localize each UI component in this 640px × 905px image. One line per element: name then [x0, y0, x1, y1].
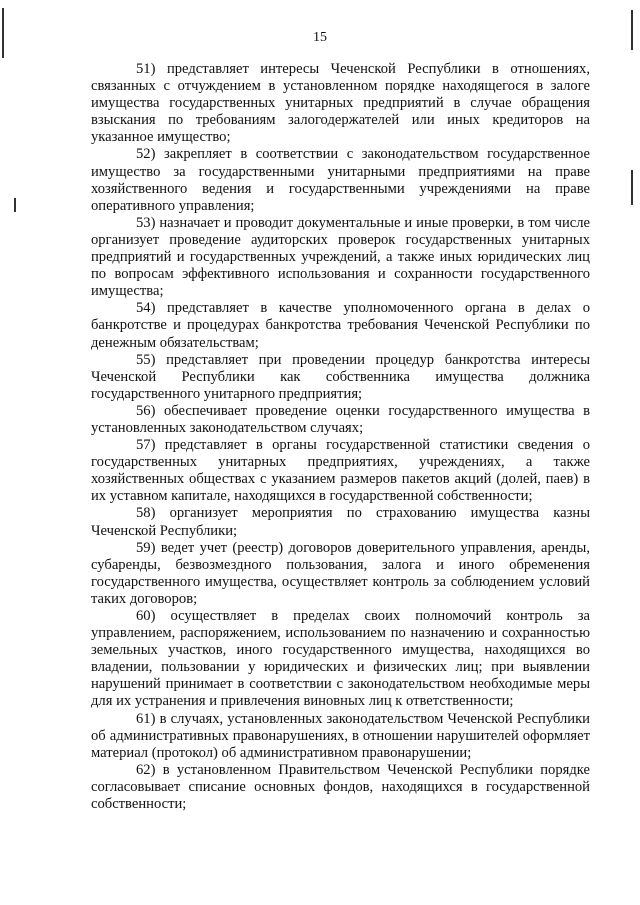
document-body: [91, 61, 590, 813]
list-item: 53) назначает и проводит документальные и иные проверки, в том числе организует проведение аудиторских проверок государственных унитарных предприятий и государственных учреждений, а также иных юридических лиц по вопросам эффективного использования и сохранности государственного имущества;: [91, 214, 590, 300]
scan-edge-mark-left-2: [14, 198, 16, 212]
list-item: 58) организует мероприятия по страхованию имущества казны Чеченской Республики;: [91, 505, 590, 539]
list-item: 57) представляет в органы государственной статистики сведения о государственных унитарных предприятиях, учреждениях, а также хозяйственных обществах с указанием размеров пакетов акций (долей, паев) в их уставном капитале, находящихся в государственной собственности;: [91, 437, 590, 505]
list-item: 55) представляет при проведении процедур банкротства интересы Чеченской Республики как собственника имущества должника государственного унитарного предприятия;: [91, 351, 590, 402]
page-number: 15: [313, 30, 327, 45]
list-item: 52) закрепляет в соответствии с законодательством государственное имущество за государственными унитарными предприятиями на праве хозяйственного ведения и государственными учреждениями на праве оперативного управления;: [91, 146, 590, 214]
list-item: 60) осуществляет в пределах своих полномочий контроль за управлением, распоряжением, использованием по назначению и сохранностью земельных участков, иного государственного имущества, находящихся во владении, пользовании у юридических и физических лиц; при выявлении нарушений принимает в соответствии с законодательством необходимые меры для их устранения и привлечения виновных лиц к ответственности;: [91, 608, 590, 710]
scan-edge-mark-right-2: [631, 170, 633, 205]
list-item: 61) в случаях, установленных законодательством Чеченской Республики об административных правонарушениях, в отношении нарушителей оформляет материал (протокол) об административном правонарушении;: [91, 710, 590, 761]
list-item: 54) представляет в качестве уполномоченного органа в делах о банкротстве и процедурах банкротства требования Чеченской Республики по денежным обязательствам;: [91, 300, 590, 351]
list-item: 59) ведет учет (реестр) договоров доверительного управления, аренды, субаренды, безвозмездного пользования, залога и иного обременения государственного имущества, осуществляет контроль за соблюдением условий таких договоров;: [91, 539, 590, 607]
list-item: 56) обеспечивает проведение оценки государственного имущества в установленных законодательством случаях;: [91, 402, 590, 436]
list-item: 51) представляет интересы Чеченской Республики в отношениях, связанных с отчуждением в установленном порядке находящегося в залоге имущества государственных унитарных предприятий в случае обращения взыскания по требованиям залогодержателей или иных кредиторов на указанное имущество;: [91, 61, 590, 146]
list-item: 62) в установленном Правительством Чеченской Республики порядке согласовывает списание основных фондов, находящихся в государственной собственности;: [91, 761, 590, 813]
